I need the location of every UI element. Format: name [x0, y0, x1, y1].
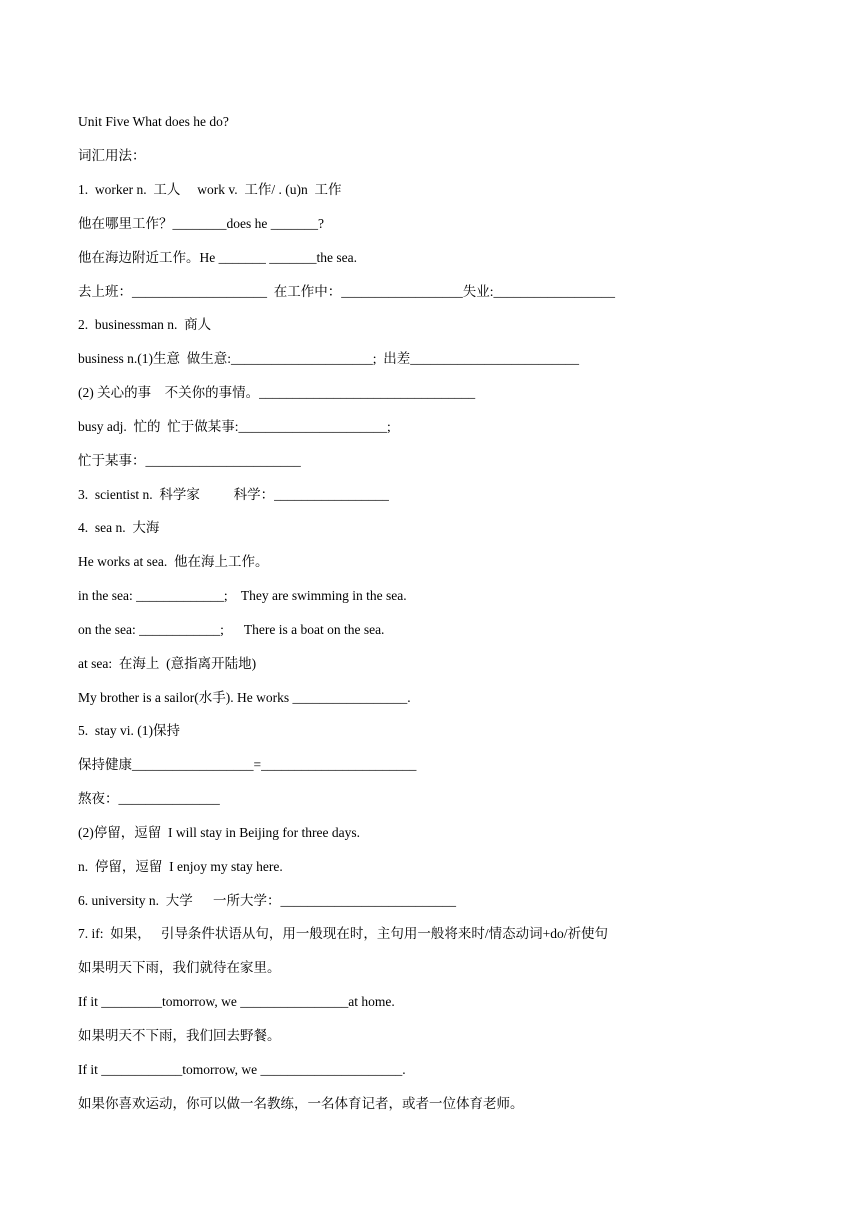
doc-line: 他在海边附近工作。He _______ _______the sea. [78, 250, 357, 265]
doc-line: 忙于某事：_______________________ [78, 453, 301, 468]
doc-line: 如果明天下雨，我们就待在家里。 [78, 960, 281, 975]
doc-line: n. 停留，逗留 I enjoy my stay here. [78, 859, 283, 874]
doc-line: 6. university n. 大学 一所大学：__________________________ [78, 893, 456, 908]
doc-line: He works at sea. 他在海上工作。 [78, 554, 269, 569]
doc-line: If it _________tomorrow, we ________________at home. [78, 994, 395, 1009]
doc-line: If it ____________tomorrow, we _____________________. [78, 1062, 406, 1077]
doc-line: (2)停留，逗留 I will stay in Beijing for three days. [78, 825, 360, 840]
doc-line: 他在哪里工作？________does he _______? [78, 216, 324, 231]
doc-line: at sea: 在海上 (意指离开陆地) [78, 656, 257, 671]
doc-line: 4. sea n. 大海 [78, 520, 160, 535]
doc-line: 熬夜：_______________ [78, 791, 220, 806]
doc-line: 7. if: 如果， 引导条件状语从句，用一般现在时，主句用一般将来时/情态动词+do/祈使句 [78, 926, 608, 941]
doc-line: 去上班：____________________ 在工作中：__________________失业:__________________ [78, 284, 616, 299]
section-heading: 词汇用法： [78, 148, 146, 163]
doc-line: 5. stay vi. (1)保持 [78, 723, 180, 738]
doc-line: My brother is a sailor(水手). He works _________________. [78, 690, 411, 705]
doc-line: 如果明天不下雨，我们回去野餐。 [78, 1028, 281, 1043]
doc-line: 2. businessman n. 商人 [78, 317, 212, 332]
doc-line: 如果你喜欢运动，你可以做一名教练，一名体育记者，或者一位体育老师。 [78, 1096, 524, 1111]
doc-line: (2) 关心的事 不关你的事情。________________________________ [78, 385, 476, 400]
doc-line: 1. worker n. 工人 work v. 工作/ . (u)n 工作 [78, 182, 342, 197]
doc-line: 3. scientist n. 科学家 科学：_________________ [78, 487, 389, 502]
doc-line: in the sea: _____________; They are swimming in the sea. [78, 588, 407, 603]
doc-line: 保持健康__________________=_______________________ [78, 757, 417, 772]
doc-line: business n.(1)生意 做生意:_____________________; 出差_________________________ [78, 351, 579, 366]
doc-title: Unit Five What does he do? [78, 114, 229, 129]
doc-line: busy adj. 忙的 忙于做某事:______________________; [78, 419, 391, 434]
doc-line: on the sea: ____________; There is a boat on the sea. [78, 622, 385, 637]
